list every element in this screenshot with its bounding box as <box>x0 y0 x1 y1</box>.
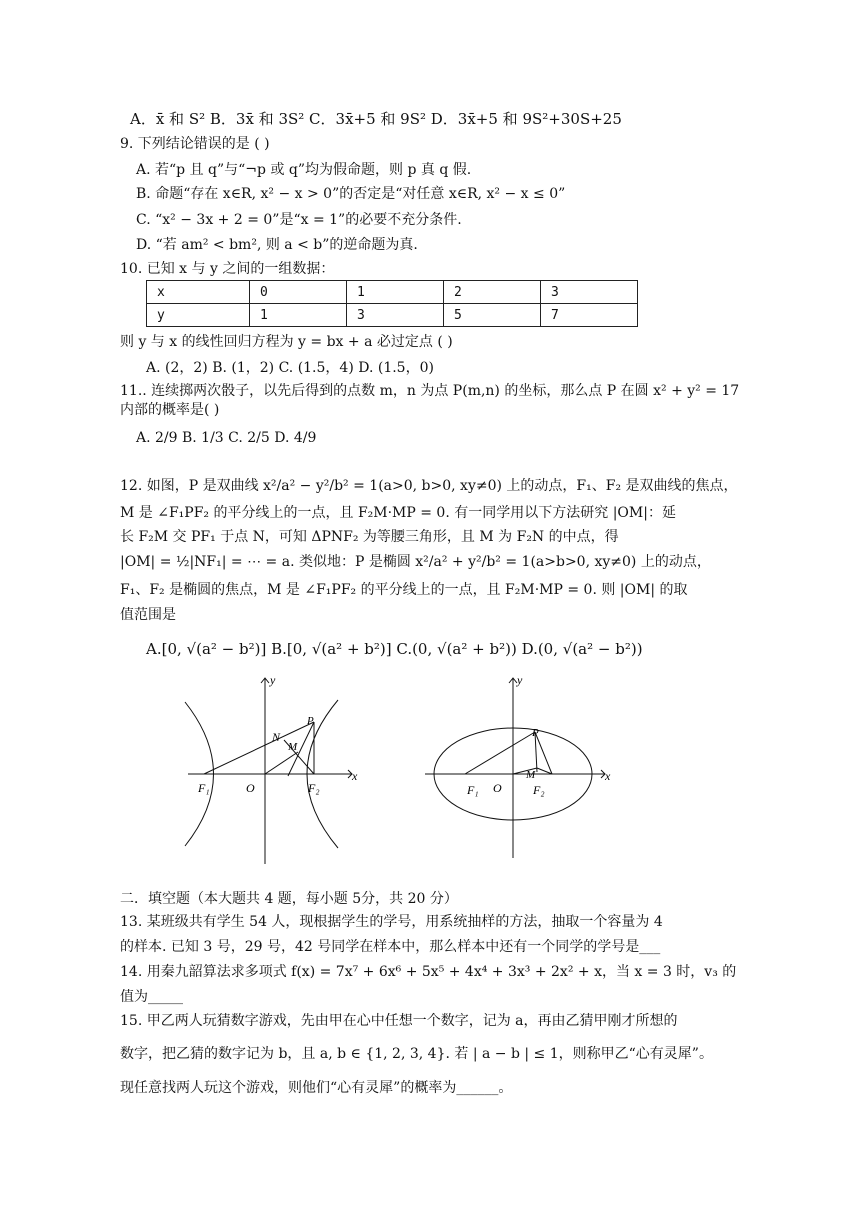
q12-options: A.[0, √(a² − b²)] B.[0, √(a² + b²)] C.(0, √(a² + b²)) D.(0, √(a² − b²)) <box>146 640 643 658</box>
m-label: M <box>288 741 298 753</box>
q12-line3: 长 F₂M 交 PF₁ 于点 N，可知 ΔPNF₂ 为等腰三角形，且 M 为 F₂N 的中点，得 <box>120 529 619 545</box>
q10-options: A. (2，2) B. (1，2) C. (1.5，4) D. (1.5，0) <box>146 360 434 376</box>
x-label: x <box>605 769 611 783</box>
f2-label: F₂ <box>533 783 545 797</box>
o-label: O <box>493 781 502 795</box>
q11-options: A. 2/9 B. 1/3 C. 2/5 D. 4/9 <box>136 430 317 446</box>
q14-line2: 值为_____ <box>120 989 183 1005</box>
segment-f1-p <box>465 732 535 774</box>
q8-options: A．x̄ 和 S² B．3x̄ 和 3S² C．3x̄+5 和 9S² D．3x̄+5 和 9S²+30S+25 <box>130 110 622 128</box>
q12-line6: 值范围是 <box>120 607 176 623</box>
segment-f1-p <box>204 722 314 774</box>
q12-line4: |OM| = ½|NF₁| = ⋯ = a. 类似地：P 是椭圆 x²/a² + y²/b² = 1(a>b>0, xy≠0) 上的动点， <box>120 554 711 570</box>
q9-option-c: C. “x² − 3x + 2 = 0”是“x = 1”的必要不充分条件. <box>136 212 462 228</box>
table-row <box>147 304 638 327</box>
q10-data-table <box>146 280 638 327</box>
y-label: y <box>517 673 523 687</box>
table-cell: 5 <box>444 304 541 327</box>
table-cell: 1 <box>347 281 444 304</box>
n-label: N <box>272 730 281 744</box>
q14-line1: 14. 用秦九韶算法求多项式 f(x) = 7x⁷ + 6x⁶ + 5x⁵ + 4x⁴ + 3x³ + 2x² + x，当 x = 3 时，v₃ 的 <box>120 964 737 980</box>
section-2-heading: 二．填空题（本大题共 4 题，每小题 5分，共 20 分） <box>120 891 458 907</box>
q12-line5: F₁、F₂ 是椭圆的焦点，M 是 ∠F₁PF₂ 的平分线上的一点，且 F₂M·MP = 0. 则 |OM| 的取 <box>120 582 688 598</box>
table-row <box>147 281 638 304</box>
table-cell: 3 <box>347 304 444 327</box>
q15-line3: 现任意找两人玩这个游戏，则他们“心有灵犀”的概率为______。 <box>120 1080 513 1096</box>
q12-line1: 12. 如图，P 是双曲线 x²/a² − y²/b² = 1(a>0, b>0, xy≠0) 上的动点，F₁、F₂ 是双曲线的焦点， <box>120 478 738 494</box>
x-label: x <box>352 769 358 783</box>
m-label: M <box>526 769 536 781</box>
p-label: P <box>307 715 314 727</box>
ellipse-figure <box>425 668 625 868</box>
q11-stem-cont: 内部的概率是( ) <box>120 402 220 418</box>
q13-line1: 13. 某班级共有学生 54 人，现根据学生的学号，用系统抽样的方法，抽取一个容量为 4 <box>120 914 663 930</box>
q9-option-d: D. “若 am² < bm², 则 a < b”的逆命题为真. <box>136 237 418 253</box>
p-label: P <box>532 727 539 739</box>
q9-option-b: B. 命题“存在 x∈R, x² − x > 0”的否定是“对任意 x∈R, x² − x ≤ 0” <box>136 186 566 202</box>
table-cell: 2 <box>444 281 541 304</box>
f1-label: F₁ <box>198 781 210 795</box>
y-label: y <box>270 673 276 687</box>
table-cell: 1 <box>250 304 347 327</box>
q15-line2: 数字，把乙猜的数字记为 b，且 a, b ∈ {1, 2, 3, 4}. 若 | a − b | ≤ 1，则称甲乙“心有灵犀”。 <box>120 1046 713 1062</box>
hyperbola-figure <box>180 668 370 868</box>
f1-label: F₁ <box>467 783 479 797</box>
table-cell: 7 <box>541 304 638 327</box>
q9-option-a: A. 若“p 且 q”与“¬p 或 q”均为假命题，则 p 真 q 假. <box>136 162 472 178</box>
q12-line2: M 是 ∠F₁PF₂ 的平分线上的一点，且 F₂M·MP = 0. 有一同学用以下方法研究 |OM|：延 <box>120 505 676 521</box>
q10-stem: 10. 已知 x 与 y 之间的一组数据： <box>120 261 335 277</box>
table-cell: x <box>147 281 250 304</box>
f2-label: F₂ <box>308 781 320 795</box>
q9-stem: 9. 下列结论错误的是 ( ) <box>120 136 270 152</box>
q13-line2: 的样本. 已知 3 号，29 号，42 号同学在样本中，那么样本中还有一个同学的学号是___ <box>120 939 661 955</box>
table-cell: 3 <box>541 281 638 304</box>
table-cell: y <box>147 304 250 327</box>
segment-o-m <box>265 752 298 774</box>
table-cell: 0 <box>250 281 347 304</box>
o-label: O <box>246 781 255 795</box>
q15-line1: 15. 甲乙两人玩猜数字游戏，先由甲在心中任想一个数字，记为 a，再由乙猜甲刚才所想的 <box>120 1013 678 1029</box>
q10-regression-text: 则 y 与 x 的线性回归方程为 y = bx + a 必过定点 ( ) <box>120 334 453 350</box>
q11-stem: 11.. 连续掷两次骰子，以先后得到的点数 m，n 为点 P(m,n) 的坐标，那么点 P 在圆 x² + y² = 17 <box>120 383 740 399</box>
